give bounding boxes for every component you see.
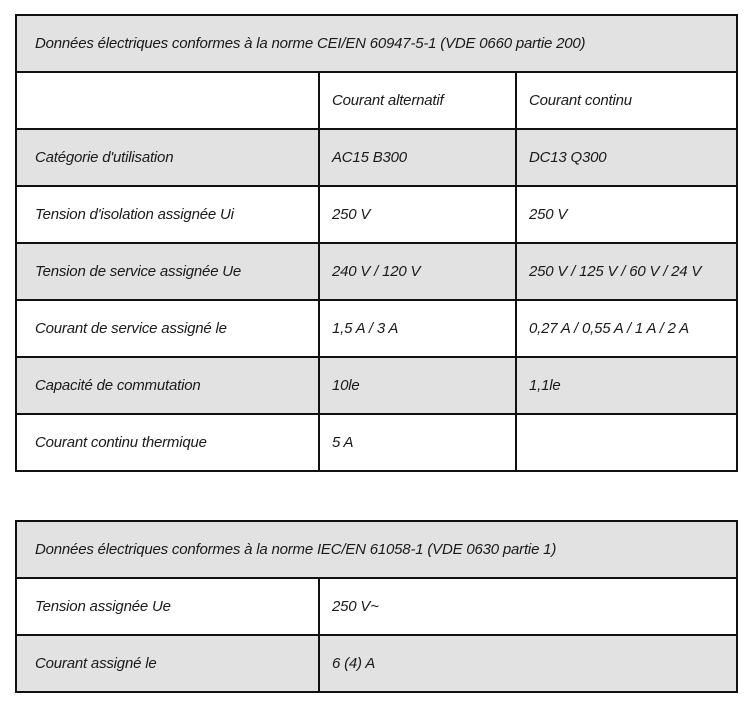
table-row [16,129,737,186]
table-header-row [16,72,737,129]
table-title: Données électriques conformes à la norme IEC/EN 61058-1 (VDE 0630 partie 1) [16,521,737,578]
header-cell-empty [16,72,319,129]
dc-value: 1,1le [516,357,737,414]
table-row [16,186,737,243]
row-label: Catégorie d'utilisation [16,129,319,186]
dc-value: 0,27 A / 0,55 A / 1 A / 2 A [516,300,737,357]
table-row [16,243,737,300]
ac-value: AC15 B300 [319,129,516,186]
table-row [16,300,737,357]
table-row [16,357,737,414]
dc-value: 250 V / 125 V / 60 V / 24 V [516,243,737,300]
table-row [16,635,737,692]
row-value: 250 V~ [319,578,737,635]
ac-value: 5 A [319,414,516,471]
row-label: Tension d'isolation assignée Ui [16,186,319,243]
ac-value: 10le [319,357,516,414]
table-title-row [16,521,737,578]
row-label: Capacité de commutation [16,357,319,414]
ac-value: 250 V [319,186,516,243]
table-title-row [16,15,737,72]
row-label: Courant de service assigné le [16,300,319,357]
table-row [16,578,737,635]
ac-value: 240 V / 120 V [319,243,516,300]
dc-value: DC13 Q300 [516,129,737,186]
dc-value [516,414,737,471]
header-cell-ac: Courant alternatif [319,72,516,129]
dc-value: 250 V [516,186,737,243]
row-label: Courant assigné le [16,635,319,692]
row-value: 6 (4) A [319,635,737,692]
ac-value: 1,5 A / 3 A [319,300,516,357]
row-label: Courant continu thermique [16,414,319,471]
row-label: Tension assignée Ue [16,578,319,635]
table-row [16,414,737,471]
electrical-data-table-iec-60947 [15,14,738,472]
header-cell-dc: Courant continu [516,72,737,129]
row-label: Tension de service assignée Ue [16,243,319,300]
table-title: Données électriques conformes à la norme CEI/EN 60947-5-1 (VDE 0660 partie 200) [16,15,737,72]
electrical-data-table-iec-61058 [15,520,738,693]
